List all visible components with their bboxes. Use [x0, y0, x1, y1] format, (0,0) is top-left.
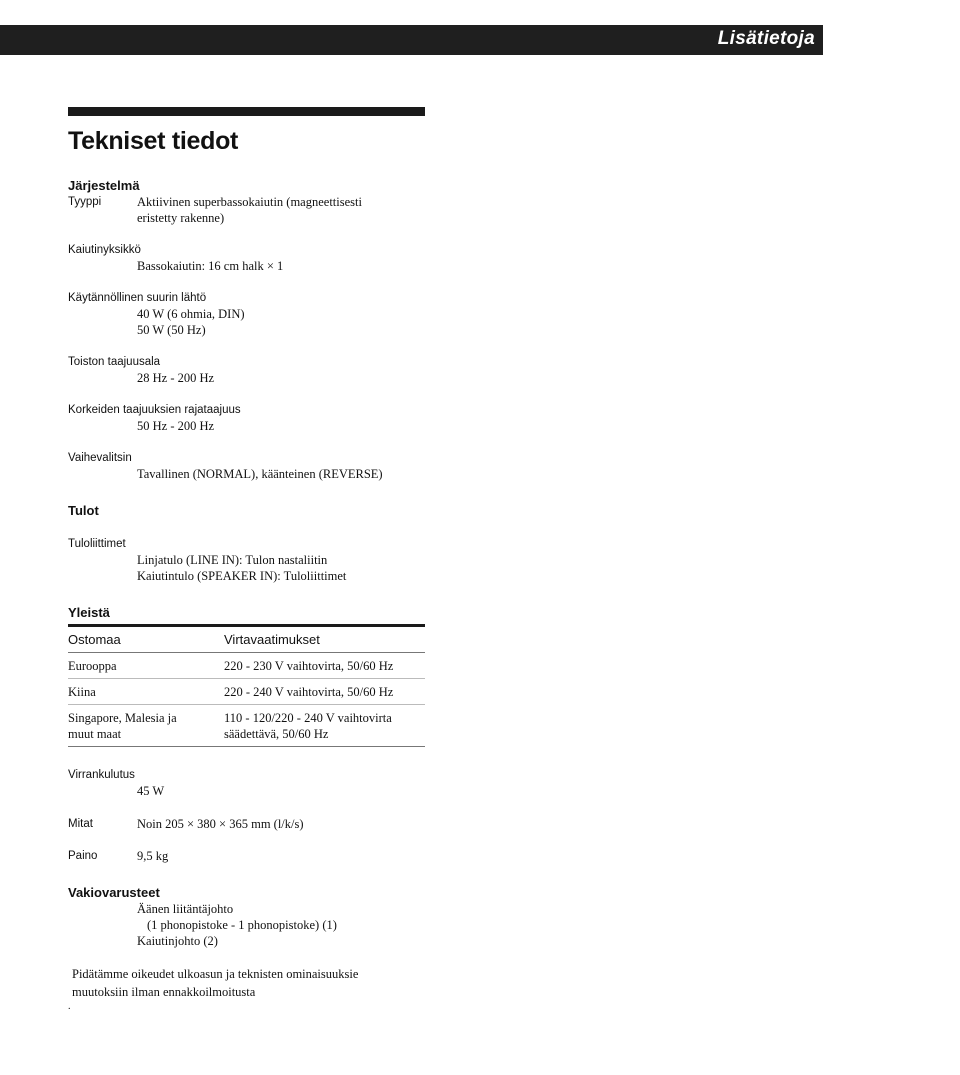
- table-header-row: [68, 626, 425, 653]
- spec-frequency: [68, 354, 425, 386]
- disclaimer-note: [68, 965, 425, 1013]
- title-rule: [68, 107, 425, 116]
- table-cell-line: Singapore, Malesia ja: [68, 711, 177, 725]
- section-heading-accessories: Vakiovarusteet: [68, 885, 160, 900]
- spec-label: Paino: [68, 850, 98, 862]
- section-heading-general: Yleistä: [68, 605, 110, 620]
- section-heading-inputs: Tulot: [68, 503, 99, 518]
- table-cell-line: säädettävä, 50/60 Hz: [224, 727, 329, 741]
- spec-cutoff: [68, 402, 425, 434]
- spec-value: eristetty rakenne): [137, 211, 225, 225]
- spec-label: Virrankulutus: [68, 769, 135, 781]
- spec-output: [68, 290, 425, 338]
- spec-dimensions: [68, 816, 425, 832]
- spec-value: 40 W (6 ohmia, DIN): [137, 307, 245, 321]
- table-row: [68, 653, 425, 679]
- spec-value: Aktiivinen superbassokaiutin (magneettisesti: [137, 195, 362, 209]
- spec-value: Kaiutinjohto (2): [137, 934, 218, 948]
- table-cell-line: 110 - 120/220 - 240 V vaihtovirta: [224, 711, 392, 725]
- spec-value: (1 phonopistoke - 1 phonopistoke) (1): [147, 918, 337, 932]
- table-row: [68, 705, 425, 747]
- spec-value: 9,5 kg: [137, 849, 169, 863]
- spec-value: 50 Hz - 200 Hz: [137, 419, 215, 433]
- spec-label: Käytännöllinen suurin lähtö: [68, 292, 207, 304]
- note-line: muutoksiin ilman ennakkoilmoitusta: [72, 985, 256, 999]
- spec-value: Bassokaiutin: 16 cm halk × 1: [137, 259, 284, 273]
- spec-value: Linjatulo (LINE IN): Tulon nastaliitin: [137, 553, 328, 567]
- spec-value: 50 W (50 Hz): [137, 323, 206, 337]
- spec-value: 45 W: [137, 784, 165, 798]
- table-cell: 220 - 230 V vaihtovirta, 50/60 Hz: [224, 653, 425, 679]
- table-cell: Eurooppa: [68, 653, 224, 679]
- spec-label: Tuloliittimet: [68, 538, 126, 550]
- spec-label: Kaiutinyksikkö: [68, 244, 141, 256]
- spec-label: Vaihevalitsin: [68, 452, 132, 464]
- spec-input-terminals: [68, 536, 425, 584]
- table-header-cell: Virtavaatimukset: [224, 626, 425, 653]
- spec-label: Toiston taajuusala: [68, 356, 161, 368]
- power-requirements-table: [68, 624, 425, 747]
- spec-value: Kaiutintulo (SPEAKER IN): Tuloliittimet: [137, 569, 347, 583]
- spec-label: Korkeiden taajuuksien rajataajuus: [68, 404, 241, 416]
- table-cell: [68, 705, 224, 747]
- spec-label: Mitat: [68, 818, 93, 830]
- spec-phase: [68, 450, 425, 482]
- header-bar: [0, 25, 823, 55]
- table-cell-line: muut maat: [68, 727, 122, 741]
- spec-label: Tyyppi: [68, 196, 102, 208]
- spec-type: [68, 194, 425, 226]
- page-title: Tekniset tiedot: [68, 127, 239, 155]
- table-cell: 220 - 240 V vaihtovirta, 50/60 Hz: [224, 679, 425, 705]
- table-header-cell: Ostomaa: [68, 626, 224, 653]
- spec-weight: [68, 848, 425, 864]
- spec-accessories: [68, 901, 425, 949]
- spec-value: Noin 205 × 380 × 365 mm (l/k/s): [137, 817, 304, 831]
- spec-unit: [68, 242, 425, 274]
- note-dot: .: [68, 1001, 71, 1012]
- spec-consumption: [68, 767, 425, 799]
- header-title: Lisätietoja: [717, 28, 815, 49]
- note-line: Pidätämme oikeudet ulkoasun ja teknisten ominaisuuksie: [72, 967, 359, 981]
- spec-value: 28 Hz - 200 Hz: [137, 371, 215, 385]
- table-row: [68, 679, 425, 705]
- table-cell: [224, 705, 425, 747]
- section-heading-system: Järjestelmä: [68, 178, 140, 193]
- spec-content: [68, 107, 425, 1013]
- spec-value: Äänen liitäntäjohto: [137, 902, 234, 916]
- table-cell: Kiina: [68, 679, 224, 705]
- spec-value: Tavallinen (NORMAL), käänteinen (REVERSE): [137, 467, 383, 481]
